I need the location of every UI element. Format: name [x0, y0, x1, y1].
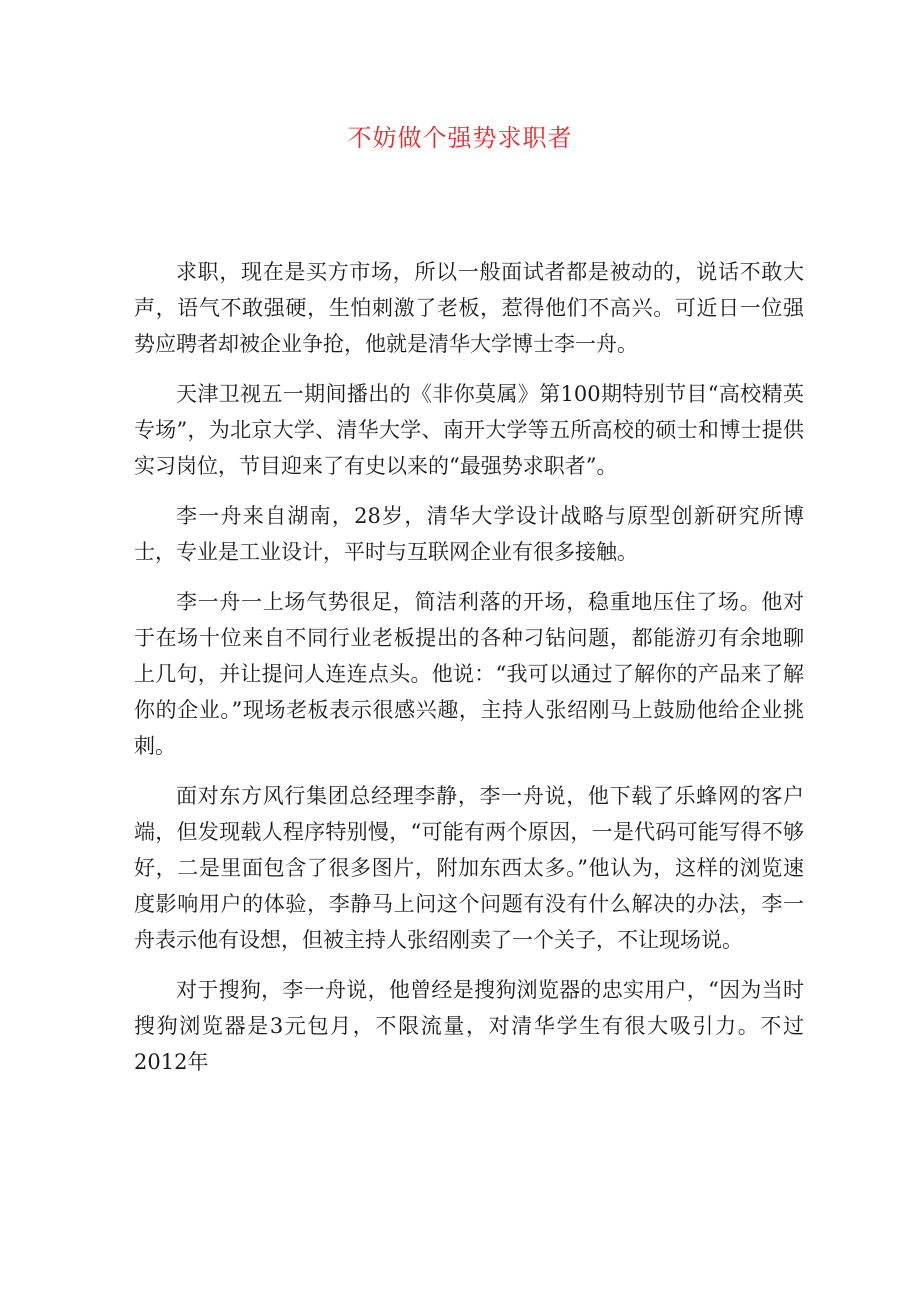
paragraph-1: 求职，现在是买方市场，所以一般面试者都是被动的，说话不敢大声，语气不敢强硬，生怕刺激了老板，惹得他们不高兴。可近日一位强势应聘者却被企业争抢，他就是清华大学博士李一舟。 — [134, 260, 804, 356]
paragraph-2: 天津卫视五一期间播出的《非你莫属》第100期特别节目“高校精英专场”，为北京大学、清华大学、南开大学等五所高校的硕士和博士提供实习岗位，节目迎来了有史以来的“最强势求职者”。 — [134, 382, 804, 478]
document-body — [134, 254, 804, 1094]
paragraph-5: 面对东方风行集团总经理李静，李一舟说，他下载了乐蜂网的客户端，但发现载人程序特别慢，“可能有两个原因，一是代码可能写得不够好，二是里面包含了很多图片，附加东西太多。”他认为，这样的浏览速度影响用户的体验，李静马上问这个问题有没有什么解决的办法，李一舟表示他有设想，但被主持人张绍刚卖了一个关子，不让现场说。 — [134, 784, 804, 952]
paragraph-3: 李一舟来自湖南，28岁，清华大学设计战略与原型创新研究所博士，专业是工业设计，平时与互联网企业有很多接触。 — [134, 504, 804, 564]
paragraph-4: 李一舟一上场气势很足，简洁利落的开场，稳重地压住了场。他对于在场十位来自不同行业老板提出的各种刁钻问题，都能游刃有余地聊上几句，并让提问人连连点头。他说：“我可以通过了解你的产品来了解你的企业。”现场老板表示很感兴趣，主持人张绍刚马上鼓励他给企业挑刺。 — [134, 590, 804, 758]
paragraph-6: 对于搜狗，李一舟说，他曾经是搜狗浏览器的忠实用户，“因为当时搜狗浏览器是3元包月，不限流量，对清华学生有很大吸引力。不过2012年 — [134, 978, 804, 1074]
document-title: 不妨做个强势求职者 — [347, 124, 573, 152]
